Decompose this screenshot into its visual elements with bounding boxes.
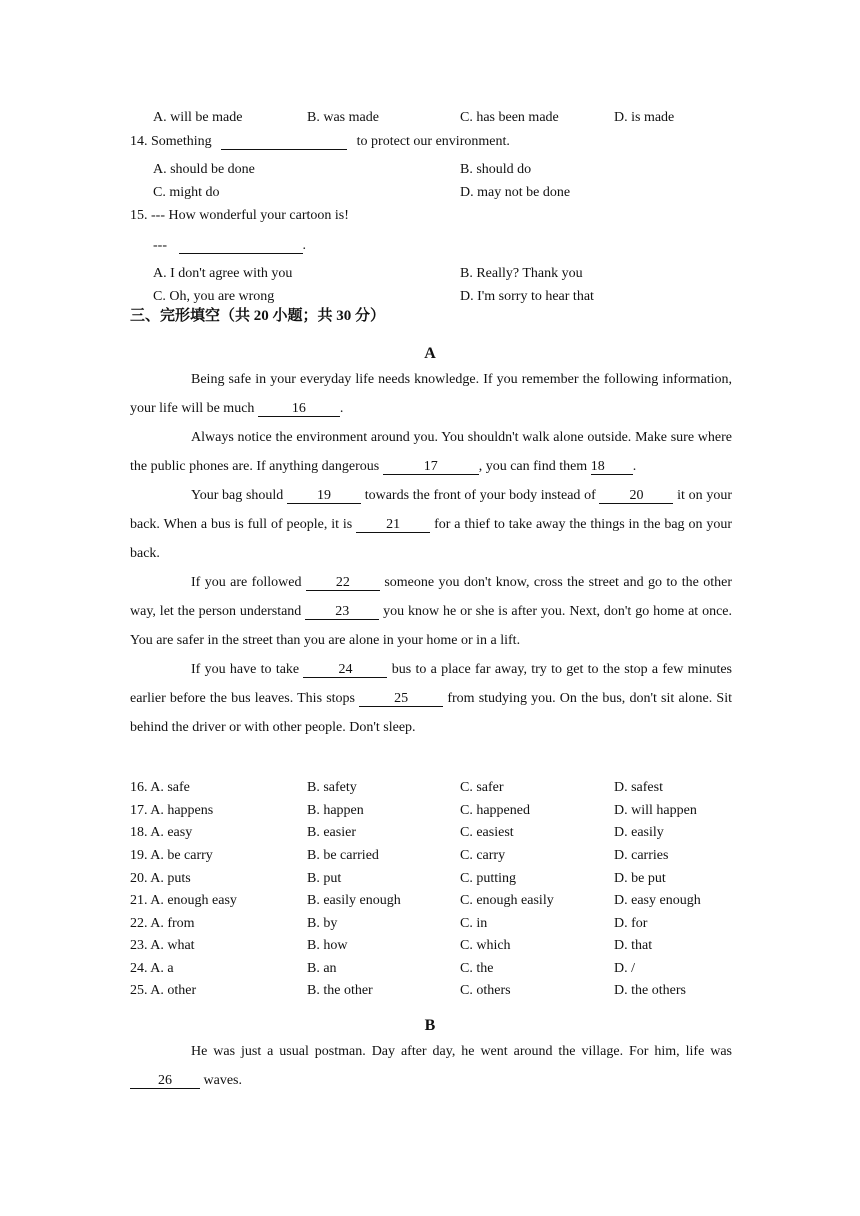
blank-18: 18 bbox=[591, 460, 633, 475]
passage-a-paragraph-1: Being safe in your everyday life needs knowledge. If you remember the following information, your life will be much 16 . bbox=[130, 372, 732, 416]
q14-blank bbox=[221, 134, 347, 150]
q14-number: 14. Something bbox=[130, 134, 212, 149]
q13-option-c: C. has been made bbox=[460, 110, 559, 125]
q14-option-d: D. may not be done bbox=[460, 185, 571, 200]
q14-option-c: C. might do bbox=[153, 185, 220, 200]
q15-blank bbox=[179, 238, 303, 254]
q14-stem bbox=[130, 133, 510, 151]
blank-19: 19 bbox=[287, 489, 361, 504]
q15-option-b: B. Really? Thank you bbox=[460, 266, 583, 281]
q14-option-b: B. should do bbox=[460, 162, 532, 177]
passage-a bbox=[130, 365, 732, 742]
passage-b-paragraph-1: He was just a usual postman. Day after day, he went around the village. For him, life was 26 waves. bbox=[130, 1037, 732, 1095]
q14-rest: to protect our environment. bbox=[356, 134, 510, 149]
q15-reply bbox=[153, 237, 306, 255]
passage-a-paragraph-3: Your bag should 19 towards the front of your body instead of 20 it on your back. When a bus is full of people, it is 21 for a thief to take away the things in the bag on your back. bbox=[130, 488, 733, 561]
passage-a-paragraph-5: If you have to take 24 bus to a place far away, try to get to the stop a few minutes earlier before the bus leaves. This stops 25 from studying you. On the bus, don't sit alone. Sit behind the driver or with other people. Don't sleep. bbox=[130, 662, 732, 735]
blank-20: 20 bbox=[599, 489, 673, 504]
q15-prompt: 15. --- How wonderful your cartoon is! bbox=[130, 208, 349, 223]
blank-17: 17 bbox=[383, 460, 479, 475]
q13-option-a: A. will be made bbox=[153, 110, 243, 125]
blank-16: 16 bbox=[258, 402, 340, 417]
blank-25: 25 bbox=[359, 692, 443, 707]
q15-reply-prefix: --- bbox=[153, 238, 167, 253]
passage-b bbox=[130, 1037, 732, 1095]
q15-reply-suffix: . bbox=[302, 238, 306, 253]
blank-21: 21 bbox=[356, 518, 430, 533]
section-heading: 三、完形填空（共 20 小题；共 30 分） bbox=[130, 308, 386, 324]
q15-option-c: C. Oh, you are wrong bbox=[153, 289, 275, 304]
blank-24: 24 bbox=[303, 663, 387, 678]
passage-b-title: B bbox=[424, 1017, 436, 1034]
passage-a-paragraph-4: If you are followed 22 someone you don't know, cross the street and go to the other way, let the person understand 23 you know he or she is after you. Next, don't go home at once. You are safer in the street than you are alone in your home or in a lift. bbox=[130, 575, 733, 648]
passage-a-paragraph-2: Always notice the environment around you. You shouldn't walk alone outside. Make sure where the public phones are. If anything dangerous 17 , you can find them 18 . bbox=[130, 430, 732, 474]
blank-23: 23 bbox=[305, 605, 379, 620]
blank-26: 26 bbox=[130, 1074, 200, 1089]
q14-option-a: A. should be done bbox=[153, 162, 255, 177]
q15-option-a: A. I don't agree with you bbox=[153, 266, 293, 281]
passage-a-title: A bbox=[424, 345, 436, 362]
blank-22: 22 bbox=[306, 576, 380, 591]
q15-option-d: D. I'm sorry to hear that bbox=[460, 289, 594, 304]
q13-option-d: D. is made bbox=[614, 110, 675, 125]
q13-option-b: B. was made bbox=[307, 110, 379, 125]
